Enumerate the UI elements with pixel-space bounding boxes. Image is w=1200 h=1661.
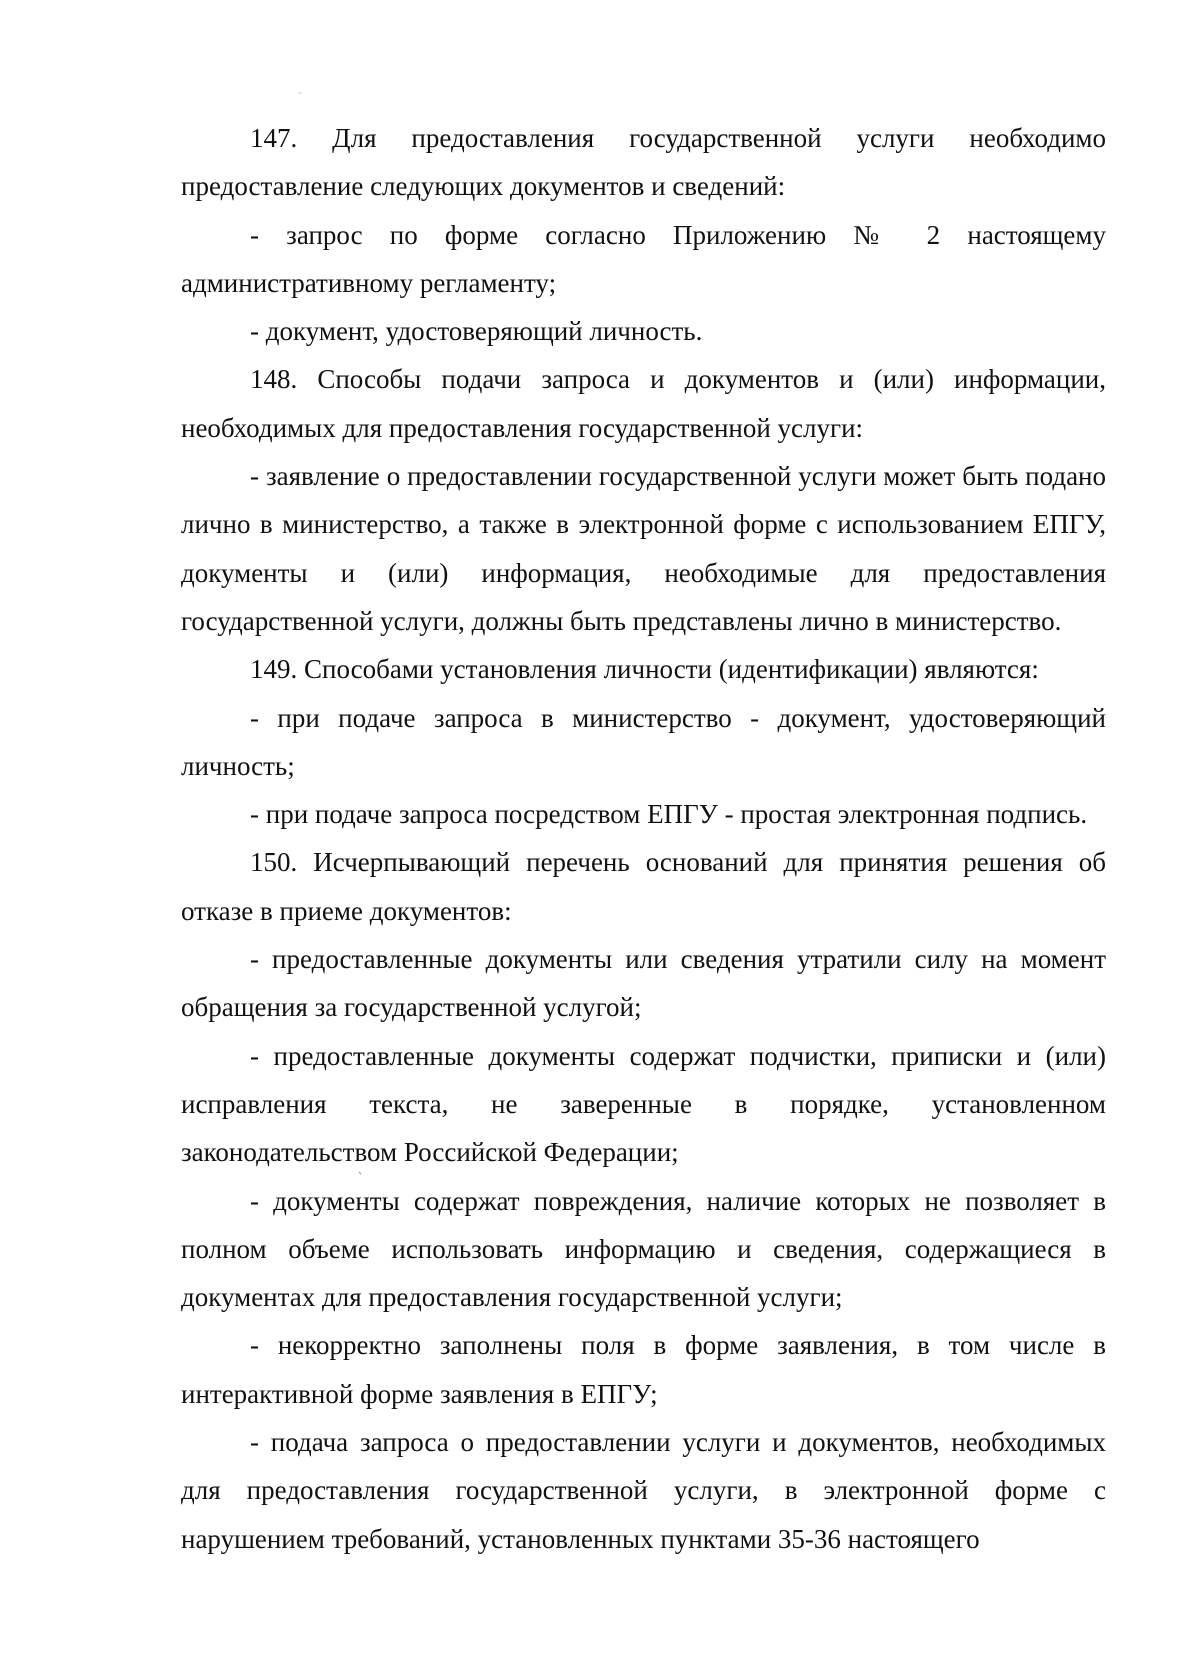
paragraph-149: 149. Способами установления личности (идентификации) являются: (250, 654, 1039, 685)
paragraph-150: 150. Исчерпывающий перечень оснований для принятия решения об отказе в приеме документов: (181, 847, 1106, 926)
paragraph-150-item-incorrect-fields: - некорректно заполнены поля в форме заявления, в том числе в интерактивной форме заявления в ЕПГУ; (181, 1330, 1106, 1409)
paragraph-150-item-electronic-violation: - подача запроса о предоставлении услуги и документов, необходимых для предоставления государственной услуги, в электронной форме с нарушением требований, установленных пунктами 35-36 настоящего (181, 1427, 1106, 1554)
paragraph-147-item-identity-document: - документ, удостоверяющий личность. (250, 316, 703, 347)
document-body (181, 114, 1106, 1563)
paragraph-150-item-damage: - документы содержат повреждения, наличие которых не позволяет в полном объеме использовать информацию и сведения, содержащиеся в документах для предоставления государственной услуги; (181, 1185, 1106, 1313)
paragraph-148: 148. Способы подачи запроса и документов и (или) информации, необходимых для предоставления государственной услуги: (181, 364, 1106, 443)
paragraph-150-item-expired: - предоставленные документы или сведения утратили силу на момент обращения за государственной услугой; (181, 944, 1106, 1023)
paragraph-148-item-application: - заявление о предоставлении государственной услуги может быть подано лично в министерство, а также в электронной форме с использованием ЕПГУ, документы и (или) информация, необходимые для предоставления государственной услуги, должны быть представлены лично в министерство. (181, 461, 1106, 636)
paragraph-149-item-ministry: - при подаче запроса в министерство - документ, удостоверяющий личность; (181, 702, 1106, 781)
paragraph-147-item-request-form: - запрос по форме согласно Приложению № 2 настоящему административному регламенту; (181, 219, 1106, 298)
paragraph-149-item-epgu: - при подаче запроса посредством ЕПГУ - простая электронная подпись. (250, 799, 1088, 830)
paragraph-147: 147. Для предоставления государственной услуги необходимо предоставление следующих документов и сведений: (181, 123, 1106, 202)
paragraph-150-item-corrections: - предоставленные документы содержат подчистки, приписки и (или) исправления текста, не заверенные в порядке, установленном законодательством Российской Федерации; (181, 1040, 1106, 1168)
